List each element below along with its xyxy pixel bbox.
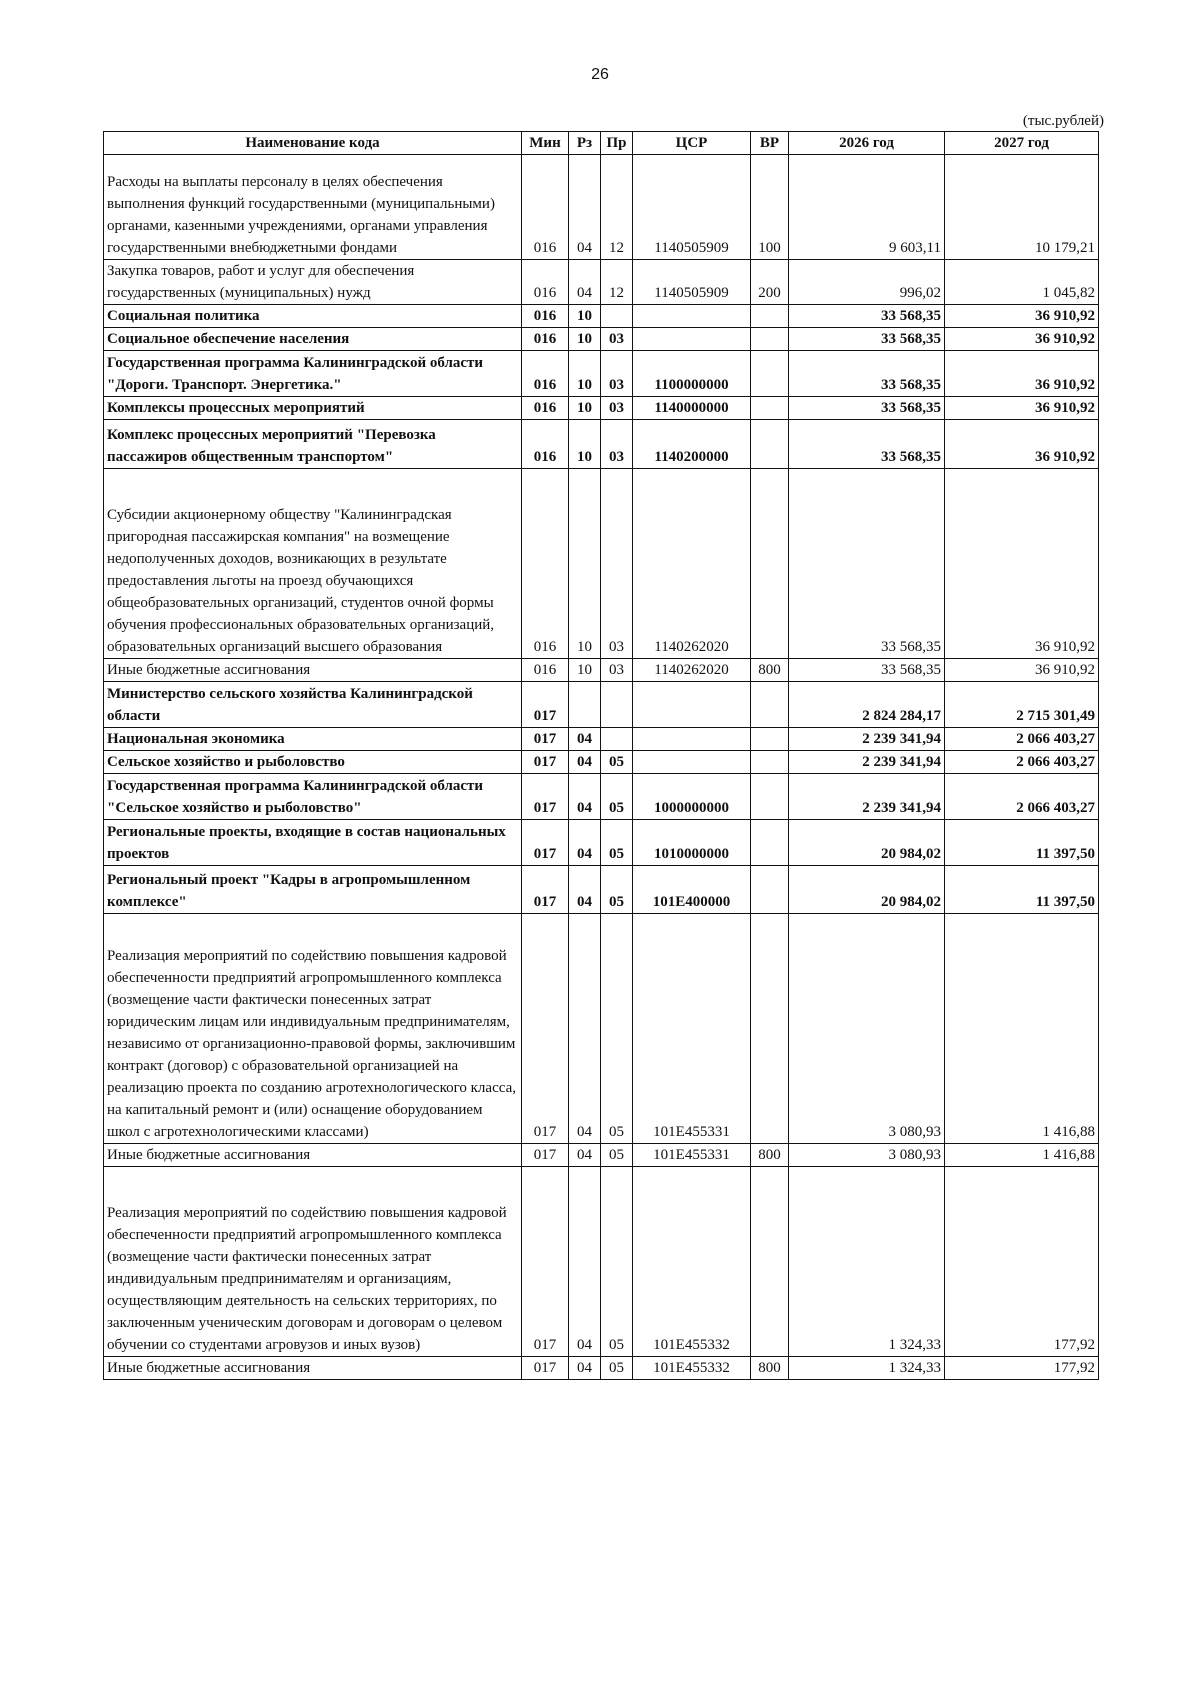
row-2027: 36 910,92: [945, 397, 1099, 420]
row-vr: 200: [751, 260, 789, 305]
row-vr: [751, 1167, 789, 1357]
row-min: 017: [522, 914, 569, 1144]
row-pr: 03: [601, 659, 633, 682]
row-rz: 04: [569, 260, 601, 305]
row-csr: [633, 328, 751, 351]
table-header: [104, 132, 1099, 155]
units-label: (тыс.рублей): [1022, 113, 1104, 129]
row-2026: 3 080,93: [789, 1144, 945, 1167]
row-name: Иные бюджетные ассигнования: [104, 659, 522, 682]
row-2027: 36 910,92: [945, 305, 1099, 328]
row-csr: 1010000000: [633, 820, 751, 866]
row-pr: 05: [601, 866, 633, 914]
row-rz: 04: [569, 728, 601, 751]
header-2027: 2027 год: [945, 132, 1099, 155]
table-row: [104, 820, 1099, 866]
row-2027: 36 910,92: [945, 420, 1099, 469]
row-name: Расходы на выплаты персоналу в целях обеспечения выполнения функций государственными (муниципальными) органами, казенными учреждениями, органами управления государственными внебюджетными фондами: [104, 155, 522, 260]
row-pr: 03: [601, 420, 633, 469]
row-2027: 1 416,88: [945, 1144, 1099, 1167]
row-pr: 05: [601, 914, 633, 1144]
row-vr: [751, 820, 789, 866]
row-min: 016: [522, 469, 569, 659]
row-2026: 33 568,35: [789, 397, 945, 420]
table-row: [104, 397, 1099, 420]
header-2026: 2026 год: [789, 132, 945, 155]
row-pr: 05: [601, 774, 633, 820]
row-2027: 36 910,92: [945, 351, 1099, 397]
row-2026: 33 568,35: [789, 305, 945, 328]
header-csr: ЦСР: [633, 132, 751, 155]
row-rz: 04: [569, 820, 601, 866]
row-2027: 2 066 403,27: [945, 774, 1099, 820]
table-row: [104, 1144, 1099, 1167]
row-pr: [601, 305, 633, 328]
row-vr: [751, 420, 789, 469]
table-row: [104, 774, 1099, 820]
row-csr: 1140505909: [633, 155, 751, 260]
budget-table: [103, 131, 1099, 1380]
row-name: Национальная экономика: [104, 728, 522, 751]
row-2027: 1 416,88: [945, 914, 1099, 1144]
row-min: 017: [522, 751, 569, 774]
row-csr: 101E455332: [633, 1167, 751, 1357]
table-row: [104, 728, 1099, 751]
row-2026: 33 568,35: [789, 469, 945, 659]
header-name: Наименование кода: [104, 132, 522, 155]
row-2026: 1 324,33: [789, 1167, 945, 1357]
row-rz: 04: [569, 751, 601, 774]
row-2027: 1 045,82: [945, 260, 1099, 305]
table-body: [104, 155, 1099, 1380]
row-min: 016: [522, 155, 569, 260]
row-pr: 05: [601, 751, 633, 774]
row-csr: 1140262020: [633, 659, 751, 682]
row-2026: 1 324,33: [789, 1357, 945, 1380]
row-pr: 05: [601, 1357, 633, 1380]
row-csr: 101E455331: [633, 1144, 751, 1167]
row-2027: 10 179,21: [945, 155, 1099, 260]
row-csr: 1000000000: [633, 774, 751, 820]
row-rz: 10: [569, 469, 601, 659]
row-min: 017: [522, 820, 569, 866]
row-rz: 04: [569, 914, 601, 1144]
row-min: 017: [522, 866, 569, 914]
row-vr: [751, 469, 789, 659]
row-2026: 33 568,35: [789, 351, 945, 397]
row-pr: [601, 682, 633, 728]
row-pr: [601, 728, 633, 751]
row-rz: 10: [569, 328, 601, 351]
table-row: [104, 351, 1099, 397]
row-rz: 10: [569, 659, 601, 682]
row-vr: [751, 305, 789, 328]
header-vr: ВР: [751, 132, 789, 155]
row-min: 017: [522, 1357, 569, 1380]
table-row: [104, 1167, 1099, 1357]
row-name: Региональный проект "Кадры в агропромышленном комплексе": [104, 866, 522, 914]
row-vr: [751, 397, 789, 420]
row-csr: 1140000000: [633, 397, 751, 420]
row-csr: [633, 751, 751, 774]
row-2026: 33 568,35: [789, 659, 945, 682]
header-row: [104, 132, 1099, 155]
table-row: [104, 155, 1099, 260]
row-2026: 996,02: [789, 260, 945, 305]
table-row: [104, 659, 1099, 682]
row-pr: 05: [601, 1144, 633, 1167]
row-name: Социальное обеспечение населения: [104, 328, 522, 351]
row-vr: 800: [751, 659, 789, 682]
row-2027: 177,92: [945, 1167, 1099, 1357]
row-vr: 100: [751, 155, 789, 260]
row-rz: 10: [569, 397, 601, 420]
row-csr: 101E400000: [633, 866, 751, 914]
row-csr: [633, 305, 751, 328]
row-vr: [751, 751, 789, 774]
table-row: [104, 914, 1099, 1144]
row-2026: 33 568,35: [789, 328, 945, 351]
row-rz: 10: [569, 420, 601, 469]
row-min: 016: [522, 260, 569, 305]
row-pr: 03: [601, 328, 633, 351]
row-vr: [751, 728, 789, 751]
row-rz: 04: [569, 1357, 601, 1380]
row-pr: 03: [601, 469, 633, 659]
row-rz: 04: [569, 774, 601, 820]
table-row: [104, 1357, 1099, 1380]
row-min: 017: [522, 1144, 569, 1167]
row-min: 017: [522, 728, 569, 751]
row-name: Иные бюджетные ассигнования: [104, 1144, 522, 1167]
row-name: Субсидии акционерному обществу "Калининградская пригородная пассажирская компания" на возмещение недополученных доходов, возникающих в результате предоставления льготы на проезд обучающихся общеобразовательных организаций, студентов очной формы обучения профессиональных образовательных организаций, образовательных организаций высшего образования: [104, 469, 522, 659]
row-name: Иные бюджетные ассигнования: [104, 1357, 522, 1380]
row-vr: [751, 914, 789, 1144]
row-pr: 12: [601, 260, 633, 305]
row-rz: [569, 682, 601, 728]
row-name: Социальная политика: [104, 305, 522, 328]
row-2026: 2 824 284,17: [789, 682, 945, 728]
table-row: [104, 420, 1099, 469]
row-name: Реализация мероприятий по содействию повышения кадровой обеспеченности предприятий агропромышленного комплекса (возмещение части фактически понесенных затрат юридическим лицам или индивидуальным предпринимателям, независимо от организационно-правовой формы, заключившим контракт (договор) с образовательной организацией на реализацию проекта по созданию агротехнологического класса, на капитальный ремонт и (или) оснащение оборудованием школ с агротехнологическими классами): [104, 914, 522, 1144]
row-min: 016: [522, 659, 569, 682]
row-name: Комплексы процессных мероприятий: [104, 397, 522, 420]
row-csr: 1140505909: [633, 260, 751, 305]
row-min: 016: [522, 305, 569, 328]
row-2026: 2 239 341,94: [789, 751, 945, 774]
row-min: 017: [522, 682, 569, 728]
table-row: [104, 682, 1099, 728]
row-rz: 10: [569, 305, 601, 328]
row-name: Реализация мероприятий по содействию повышения кадровой обеспеченности предприятий агропромышленного комплекса (возмещение части фактически понесенных затрат индивидуальным предпринимателям и организациям, осуществляющим деятельность на сельских территориях, по заключенным ученическим договорам и договорам о целевом обучении со студентами агровузов и иных вузов): [104, 1167, 522, 1357]
row-vr: [751, 328, 789, 351]
row-2027: 36 910,92: [945, 328, 1099, 351]
header-min: Мин: [522, 132, 569, 155]
row-csr: 1140262020: [633, 469, 751, 659]
row-csr: [633, 728, 751, 751]
row-name: Комплекс процессных мероприятий "Перевозка пассажиров общественным транспортом": [104, 420, 522, 469]
row-name: Министерство сельского хозяйства Калининградской области: [104, 682, 522, 728]
table-row: [104, 751, 1099, 774]
table-row: [104, 469, 1099, 659]
row-2027: 11 397,50: [945, 820, 1099, 866]
row-2026: 2 239 341,94: [789, 774, 945, 820]
row-name: Государственная программа Калининградской области "Сельское хозяйство и рыболовство": [104, 774, 522, 820]
row-vr: 800: [751, 1357, 789, 1380]
row-name: Региональные проекты, входящие в состав национальных проектов: [104, 820, 522, 866]
row-2026: 2 239 341,94: [789, 728, 945, 751]
row-csr: 1100000000: [633, 351, 751, 397]
row-min: 016: [522, 397, 569, 420]
header-rz: Рз: [569, 132, 601, 155]
row-2027: 11 397,50: [945, 866, 1099, 914]
row-vr: [751, 774, 789, 820]
row-csr: 101E455331: [633, 914, 751, 1144]
row-name: Закупка товаров, работ и услуг для обеспечения государственных (муниципальных) нужд: [104, 260, 522, 305]
row-vr: [751, 351, 789, 397]
row-2026: 9 603,11: [789, 155, 945, 260]
table-row: [104, 866, 1099, 914]
row-min: 017: [522, 774, 569, 820]
row-2027: 2 066 403,27: [945, 728, 1099, 751]
row-2027: 177,92: [945, 1357, 1099, 1380]
row-name: Сельское хозяйство и рыболовство: [104, 751, 522, 774]
row-rz: 04: [569, 866, 601, 914]
row-2027: 2 066 403,27: [945, 751, 1099, 774]
table-row: [104, 328, 1099, 351]
table-row: [104, 305, 1099, 328]
row-vr: [751, 866, 789, 914]
row-rz: 04: [569, 1144, 601, 1167]
row-csr: 1140200000: [633, 420, 751, 469]
row-min: 016: [522, 420, 569, 469]
row-min: 016: [522, 351, 569, 397]
row-2027: 36 910,92: [945, 469, 1099, 659]
row-rz: 04: [569, 1167, 601, 1357]
row-rz: 04: [569, 155, 601, 260]
page-number: 26: [591, 66, 609, 83]
row-csr: [633, 682, 751, 728]
row-csr: 101E455332: [633, 1357, 751, 1380]
row-2027: 36 910,92: [945, 659, 1099, 682]
row-min: 017: [522, 1167, 569, 1357]
header-pr: Пр: [601, 132, 633, 155]
row-vr: [751, 682, 789, 728]
row-pr: 05: [601, 820, 633, 866]
row-pr: 05: [601, 1167, 633, 1357]
row-pr: 12: [601, 155, 633, 260]
row-2026: 20 984,02: [789, 866, 945, 914]
row-rz: 10: [569, 351, 601, 397]
row-2026: 3 080,93: [789, 914, 945, 1144]
row-vr: 800: [751, 1144, 789, 1167]
row-min: 016: [522, 328, 569, 351]
row-name: Государственная программа Калининградской области "Дороги. Транспорт. Энергетика.": [104, 351, 522, 397]
row-2027: 2 715 301,49: [945, 682, 1099, 728]
table-row: [104, 260, 1099, 305]
row-pr: 03: [601, 397, 633, 420]
row-pr: 03: [601, 351, 633, 397]
row-2026: 33 568,35: [789, 420, 945, 469]
row-2026: 20 984,02: [789, 820, 945, 866]
